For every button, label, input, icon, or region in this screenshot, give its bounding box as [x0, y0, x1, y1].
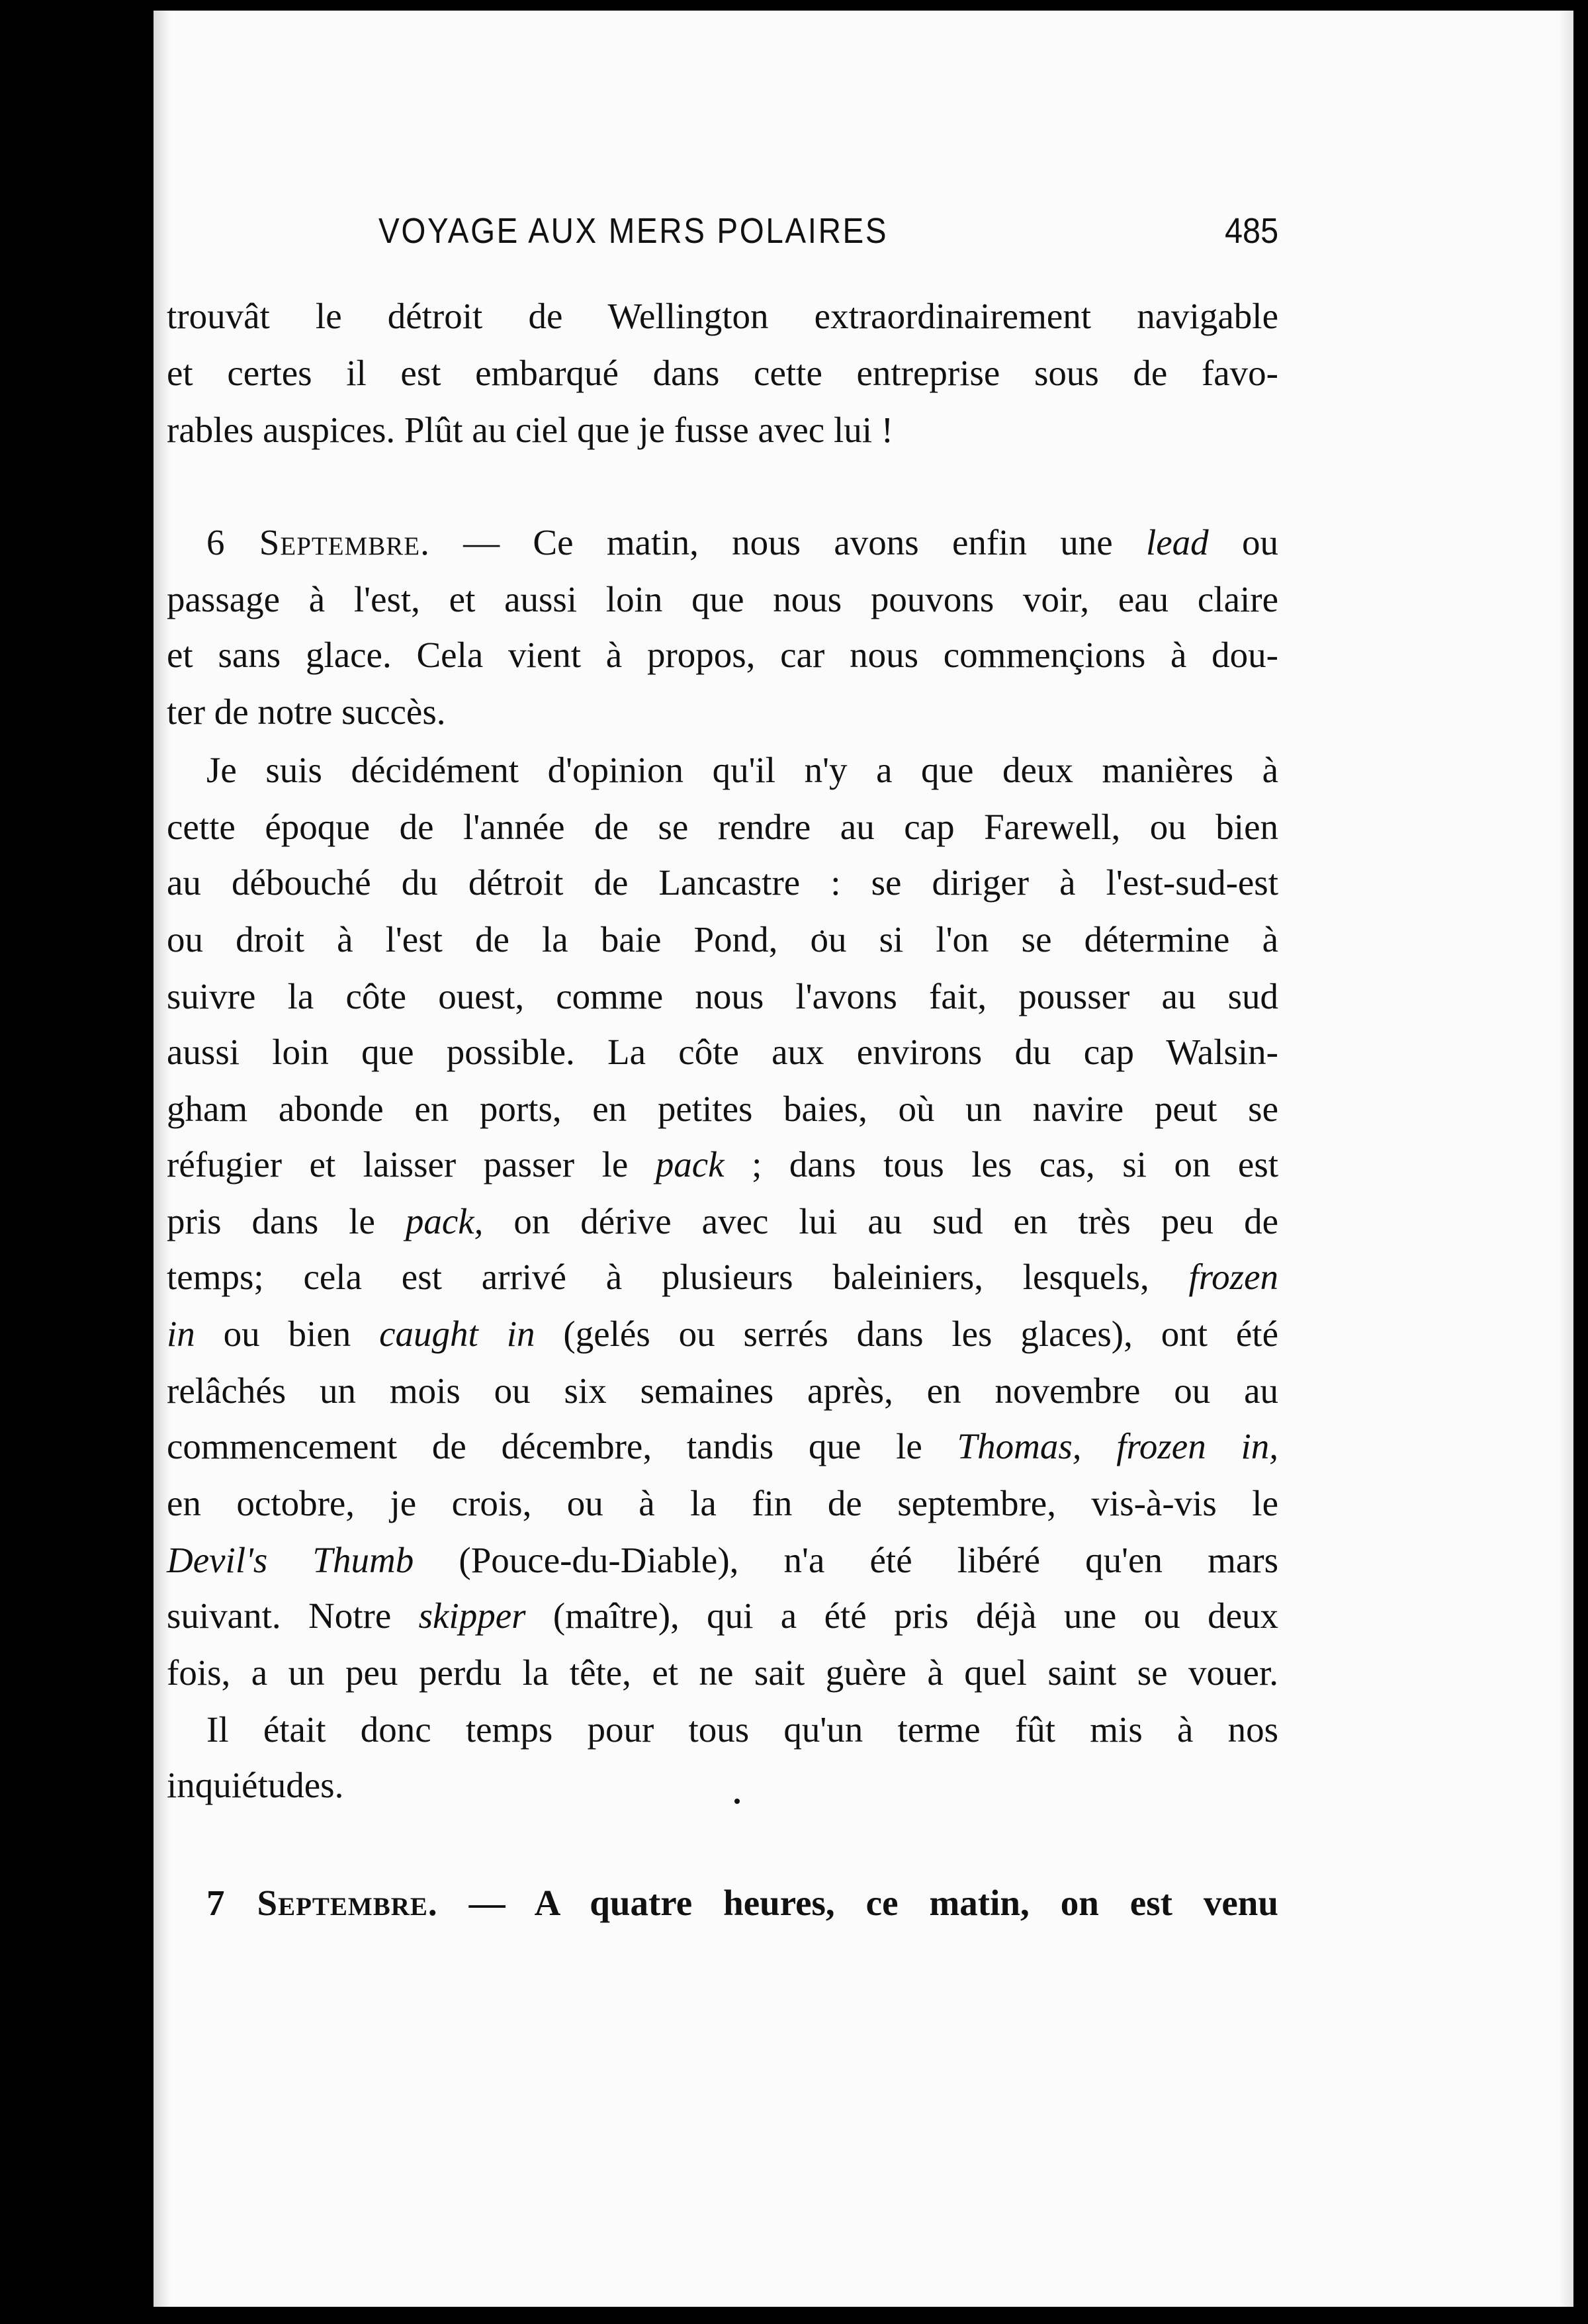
text-line: 7 Septembre. — A quatre heures, ce matin, on est venu	[206, 1883, 1278, 1923]
text-line: inquiétudes.	[167, 1765, 344, 1805]
page-edge-shadow	[1559, 11, 1573, 2307]
date-heading: 7 Septembre.	[206, 1883, 438, 1923]
text-line: passage à l'est, et aussi loin que nous pouvons voir, eau claire	[167, 579, 1278, 619]
text-line: in ou bien caught in (gelés ou serrés dans les glaces), ont été	[167, 1314, 1278, 1354]
text-line: au débouché du détroit de Lancastre : se diriger à l'est-sud-est	[167, 862, 1278, 903]
text-line: 6 Septembre. — Ce matin, nous avons enfin une lead ou	[206, 522, 1278, 562]
text-line: réfugier et laisser passer le pack ; dans tous les cas, si on est	[167, 1144, 1279, 1184]
text-line: Devil's Thumb (Pouce-du-Diable), n'a été libéré qu'en mars	[167, 1540, 1279, 1580]
text-line: gham abonde en ports, en petites baies, où un navire peut se	[167, 1089, 1278, 1129]
text-line: ter de notre succès.	[167, 692, 446, 732]
page-number: 485	[1224, 211, 1278, 251]
text-line: en octobre, je crois, ou à la fin de septembre, vis-à-vis le	[167, 1483, 1278, 1523]
text-line: trouvât le détroit de Wellington extraordinairement navigable	[167, 296, 1278, 336]
text-line: relâchés un mois ou six semaines après, en novembre ou au	[167, 1370, 1278, 1411]
text-line: commencement de décembre, tandis que le Thomas, frozen in,	[167, 1426, 1278, 1466]
text-line: ou droit à l'est de la baie Pond, ou si l'on se détermine à	[167, 919, 1278, 960]
running-head	[167, 210, 1278, 257]
text-line: rables auspices. Plût au ciel que je fusse avec lui !	[167, 410, 894, 450]
text-line: aussi loin que possible. La côte aux environs du cap Walsin-	[167, 1032, 1278, 1072]
running-head-title: VOYAGE AUX MERS POLAIRES	[378, 211, 889, 251]
text-line: pris dans le pack, on dérive avec lui au sud en très peu de	[167, 1201, 1278, 1241]
text-line: cette époque de l'année de se rendre au cap Farewell, ou bien	[167, 807, 1278, 847]
text-line: Je suis décidément d'opinion qu'il n'y a que deux manières à	[206, 750, 1278, 790]
date-heading: 6 Septembre.	[206, 522, 430, 562]
text-line: temps; cela est arrivé à plusieurs baleiniers, lesquels, frozen	[167, 1257, 1278, 1297]
text-line: et certes il est embarqué dans cette entreprise sous de favo-	[167, 353, 1278, 393]
text-line: fois, a un peu perdu la tête, et ne sait guère à quel saint se vouer.	[167, 1652, 1278, 1693]
text-line: suivre la côte ouest, comme nous l'avons fait, pousser au sud	[167, 976, 1278, 1016]
text-line: suivant. Notre skipper (maître), qui a été pris déjà une ou deux	[167, 1595, 1278, 1636]
text-line: Il était donc temps pour tous qu'un terme fût mis à nos	[206, 1709, 1278, 1750]
text-line: et sans glace. Cela vient à propos, car nous commençions à dou-	[167, 635, 1278, 675]
